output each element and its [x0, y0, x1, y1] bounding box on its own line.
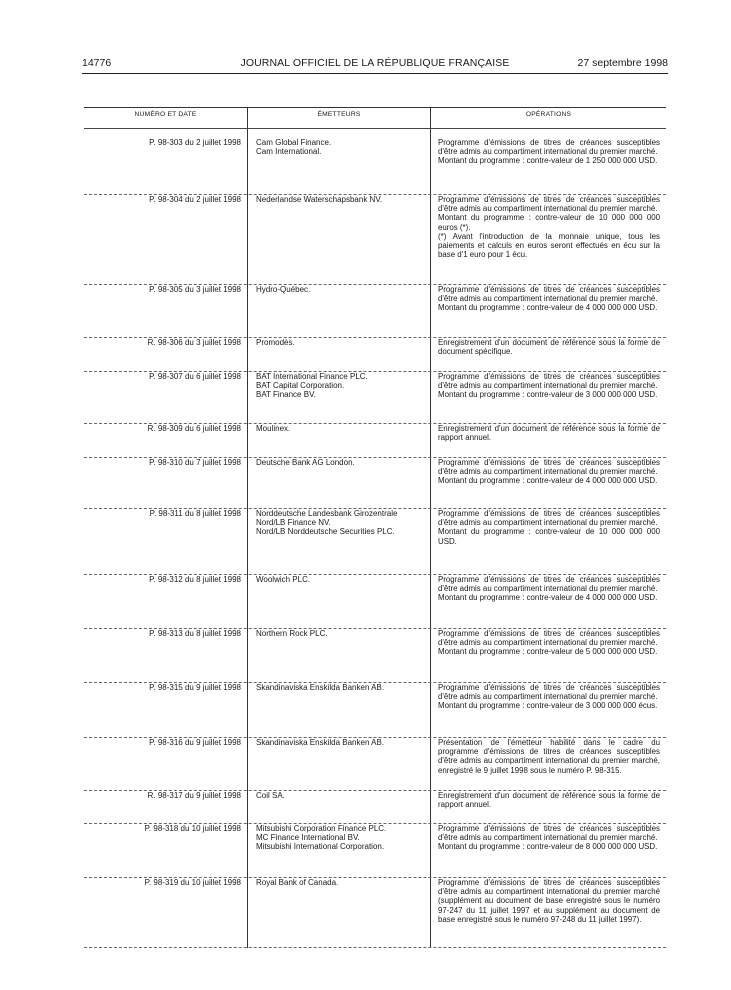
cell-operations — [438, 372, 660, 400]
numero-date-text: R. 98-306 du 3 juillet 1998 — [147, 338, 241, 347]
emetteur-name: Nord/LB Finance NV. — [256, 518, 331, 528]
table-row — [84, 285, 666, 338]
cell-emetteurs — [256, 878, 428, 887]
table-row — [84, 372, 666, 424]
numero-date-text: P. 98-311 du 8 juillet 1998 — [149, 509, 241, 518]
emetteur-name: Nederlandse Waterschapsbank NV. — [256, 195, 383, 204]
cell-emetteurs — [256, 338, 428, 347]
cell-operations — [438, 575, 660, 603]
journal-title: JOURNAL OFFICIEL DE LA RÉPUBLIQUE FRANÇAISE — [240, 57, 510, 69]
cell-numero-date — [84, 195, 247, 204]
operation-text: Montant du programme : contre-valeur de 4 000 000 000 USD. — [438, 593, 658, 603]
cell-emetteurs — [256, 458, 428, 467]
cell-emetteurs — [256, 575, 428, 584]
cell-operations — [438, 738, 660, 775]
row-separator — [84, 947, 666, 948]
emetteur-name: Woolwich PLC. — [256, 575, 311, 584]
operation-text: Enregistrement d'un document de référence sous la forme de rapport annuel. — [438, 424, 660, 443]
cell-operations — [438, 824, 660, 852]
operation-text: Programme d'émissions de titres de créances susceptibles d'être admis au compartiment international du premier marché. — [438, 629, 660, 648]
emetteur-name: Cam Global Finance. — [256, 138, 332, 147]
operation-text: Programme d'émissions de titres de créances susceptibles d'être admis au compartiment international du premier marché. — [438, 285, 660, 304]
numero-date-text: P. 98-313 du 8 juillet 1998 — [149, 629, 241, 638]
emetteur-name: Norddeutsche Landesbank Girozentrale — [256, 509, 398, 518]
column-header-numero: NUMÉRO ET DATE — [134, 111, 197, 118]
cell-emetteurs — [256, 791, 428, 800]
emetteur-name: MC Finance International BV. — [256, 833, 360, 843]
operation-text: Programme d'émissions de titres de créances susceptibles d'être admis au compartiment international du premier marché. — [438, 372, 660, 391]
numero-date-text: P. 98-319 du 10 juillet 1998 — [144, 878, 241, 887]
cell-numero-date — [84, 338, 247, 347]
operation-text: Programme d'émissions de titres de créances susceptibles d'être admis au compartiment international du premier marché. — [438, 138, 660, 157]
column-header-operations: OPÉRATIONS — [525, 111, 572, 118]
column-header-emetteurs: ÉMETTEURS — [317, 111, 361, 118]
issue-date: 27 septembre 1998 — [577, 57, 668, 69]
numero-date-text: P. 98-312 du 8 juillet 1998 — [149, 575, 241, 584]
emetteur-name: Northern Rock PLC. — [256, 629, 328, 638]
cell-numero-date — [84, 738, 247, 747]
cell-operations — [438, 509, 660, 546]
numero-date-text: R. 98-309 du 6 juillet 1998 — [147, 424, 241, 433]
numero-date-text: P. 98-316 du 9 juillet 1998 — [149, 738, 241, 747]
cell-numero-date — [84, 285, 247, 294]
cell-operations — [438, 424, 660, 442]
emetteur-name: Promodès. — [256, 338, 295, 347]
cell-operations — [438, 285, 660, 313]
cell-numero-date — [84, 878, 247, 887]
numero-date-text: P. 98-310 du 7 juillet 1998 — [149, 458, 241, 467]
cell-emetteurs — [256, 372, 428, 400]
cell-numero-date — [84, 575, 247, 584]
cell-emetteurs — [256, 824, 428, 852]
operation-text: Montant du programme : contre-valeur de 3 000 000 000 écus. — [438, 701, 658, 711]
numero-date-text: P. 98-307 du 6 juillet 1998 — [149, 372, 241, 381]
operation-text: Enregistrement d'un document de référence sous la forme de document spécifique. — [438, 338, 660, 357]
operation-text: Montant du programme : contre-valeur de 5 000 000 000 USD. — [438, 647, 658, 657]
emetteur-name: Deutsche Bank AG London. — [256, 458, 355, 467]
cell-numero-date — [84, 824, 247, 833]
page-header — [82, 57, 668, 74]
table-row — [84, 791, 666, 824]
cell-operations — [438, 683, 660, 711]
table-row — [84, 683, 666, 738]
cell-emetteurs — [256, 509, 428, 537]
operations-table — [84, 107, 666, 948]
table-row — [84, 878, 666, 948]
cell-numero-date — [84, 138, 247, 147]
numero-date-text: P. 98-303 du 2 juillet 1998 — [149, 138, 241, 147]
numero-date-text: P. 98-315 du 9 juillet 1998 — [149, 683, 241, 692]
emetteur-name: Nord/LB Norddeutsche Securities PLC. — [256, 527, 395, 537]
operation-text: Montant du programme : contre-valeur de 3 000 000 000 USD. — [438, 390, 658, 400]
cell-operations — [438, 195, 660, 259]
emetteur-name: Moulinex. — [256, 424, 291, 433]
cell-numero-date — [84, 458, 247, 467]
cell-operations — [438, 629, 660, 657]
cell-operations — [438, 458, 660, 486]
numero-date-text: P. 98-304 du 2 juillet 1998 — [149, 195, 241, 204]
table-row — [84, 458, 666, 509]
cell-emetteurs — [256, 424, 428, 433]
emetteur-name: BAT Capital Corporation. — [256, 381, 345, 391]
table-row — [84, 629, 666, 683]
cell-emetteurs — [256, 285, 428, 294]
emetteur-name: Hydro-Québec. — [256, 285, 311, 294]
operation-text: Présentation de l'émetteur habilité dans le cadre du programme d'émissions de titres de créances susceptibles d'être admis au compartiment international du premier marché, enregistré le 9 juillet 1998 sous le numéro P. 98-315. — [438, 738, 660, 775]
cell-numero-date — [84, 509, 247, 518]
emetteur-name: Skandinaviska Enskilda Banken AB. — [256, 683, 385, 692]
emetteur-name: Coil SA. — [256, 791, 285, 800]
table-row — [84, 824, 666, 878]
numero-date-text: R. 98-317 du 9 juillet 1998 — [147, 791, 241, 800]
cell-numero-date — [84, 683, 247, 692]
emetteur-name: BAT Finance BV. — [256, 390, 316, 400]
header-rule — [84, 128, 666, 129]
operation-text: Montant du programme : contre-valeur de 4 000 000 000 USD. — [438, 303, 658, 313]
table-row — [84, 195, 666, 285]
table-row — [84, 738, 666, 791]
emetteur-name: Cam International. — [256, 147, 322, 157]
cell-numero-date — [84, 424, 247, 433]
table-row — [84, 338, 666, 372]
operation-text: Programme d'émissions de titres de créances susceptibles d'être admis au compartiment international du premier marché. — [438, 683, 660, 702]
emetteur-name: Royal Bank of Canada. — [256, 878, 339, 887]
cell-emetteurs — [256, 629, 428, 638]
operation-text: Programme d'émissions de titres de créances susceptibles d'être admis au compartiment international du premier marché. — [438, 575, 660, 594]
operation-text: Programme d'émissions de titres de créances susceptibles d'être admis au compartiment international du premier marché. — [438, 458, 660, 477]
table-row — [84, 575, 666, 629]
table-row — [84, 509, 666, 575]
operation-text: Montant du programme : contre-valeur de 8 000 000 000 USD. — [438, 842, 658, 852]
emetteur-name: Mitsubishi Corporation Finance PLC. — [256, 824, 387, 833]
cell-numero-date — [84, 791, 247, 800]
operation-text: (*) Avant l'introduction de la monnaie unique, tous les paiements et calculs en euros seront effectués en écu sur la base d'1 euro pour 1 écu. — [438, 231, 660, 260]
cell-emetteurs — [256, 683, 428, 692]
emetteur-name: Skandinaviska Enskilda Banken AB. — [256, 738, 385, 747]
table-row — [84, 138, 666, 195]
table-row — [84, 424, 666, 458]
operation-text: Programme d'émissions de titres de créances susceptibles d'être admis au compartiment international du premier marché. — [438, 195, 660, 214]
operation-text: Montant du programme : contre-valeur de 10 000 000 000 USD. — [438, 527, 660, 546]
numero-date-text: P. 98-305 du 3 juillet 1998 — [149, 285, 241, 294]
cell-operations — [438, 338, 660, 356]
cell-numero-date — [84, 629, 247, 638]
operation-text: Montant du programme : contre-valeur de 1 250 000 000 USD. — [438, 156, 658, 166]
operation-text: Montant du programme : contre-valeur de 10 000 000 000 euros (*). — [438, 213, 660, 232]
cell-emetteurs — [256, 138, 428, 156]
operation-text: Enregistrement d'un document de référence sous la forme de rapport annuel. — [438, 791, 660, 810]
operation-text: Programme d'émissions de titres de créances susceptibles d'être admis au compartiment international du premier marché. — [438, 509, 660, 528]
cell-emetteurs — [256, 195, 428, 204]
numero-date-text: P. 98-318 du 10 juillet 1998 — [144, 824, 241, 833]
emetteur-name: Mitsubishi International Corporation. — [256, 842, 385, 852]
operation-text: Montant du programme : contre-valeur de 4 000 000 000 USD. — [438, 476, 658, 486]
emetteur-name: BAT International Finance PLC. — [256, 372, 368, 381]
operation-text: Programme d'émissions de titres de créances susceptibles d'être admis au compartiment international du premier marché (supplément au document de base enregistré sous le numéro 97-247 du 11 juillet 1997 et au supplément au document de base enregistré sous le numéro 97-248 du 11 juillet 1997). — [438, 878, 660, 924]
cell-operations — [438, 791, 660, 809]
cell-operations — [438, 138, 660, 166]
page-number: 14776 — [82, 57, 112, 69]
operation-text: Programme d'émissions de titres de créances susceptibles d'être admis au compartiment international du premier marché. — [438, 824, 660, 843]
cell-emetteurs — [256, 738, 428, 747]
cell-operations — [438, 878, 660, 924]
cell-numero-date — [84, 372, 247, 381]
